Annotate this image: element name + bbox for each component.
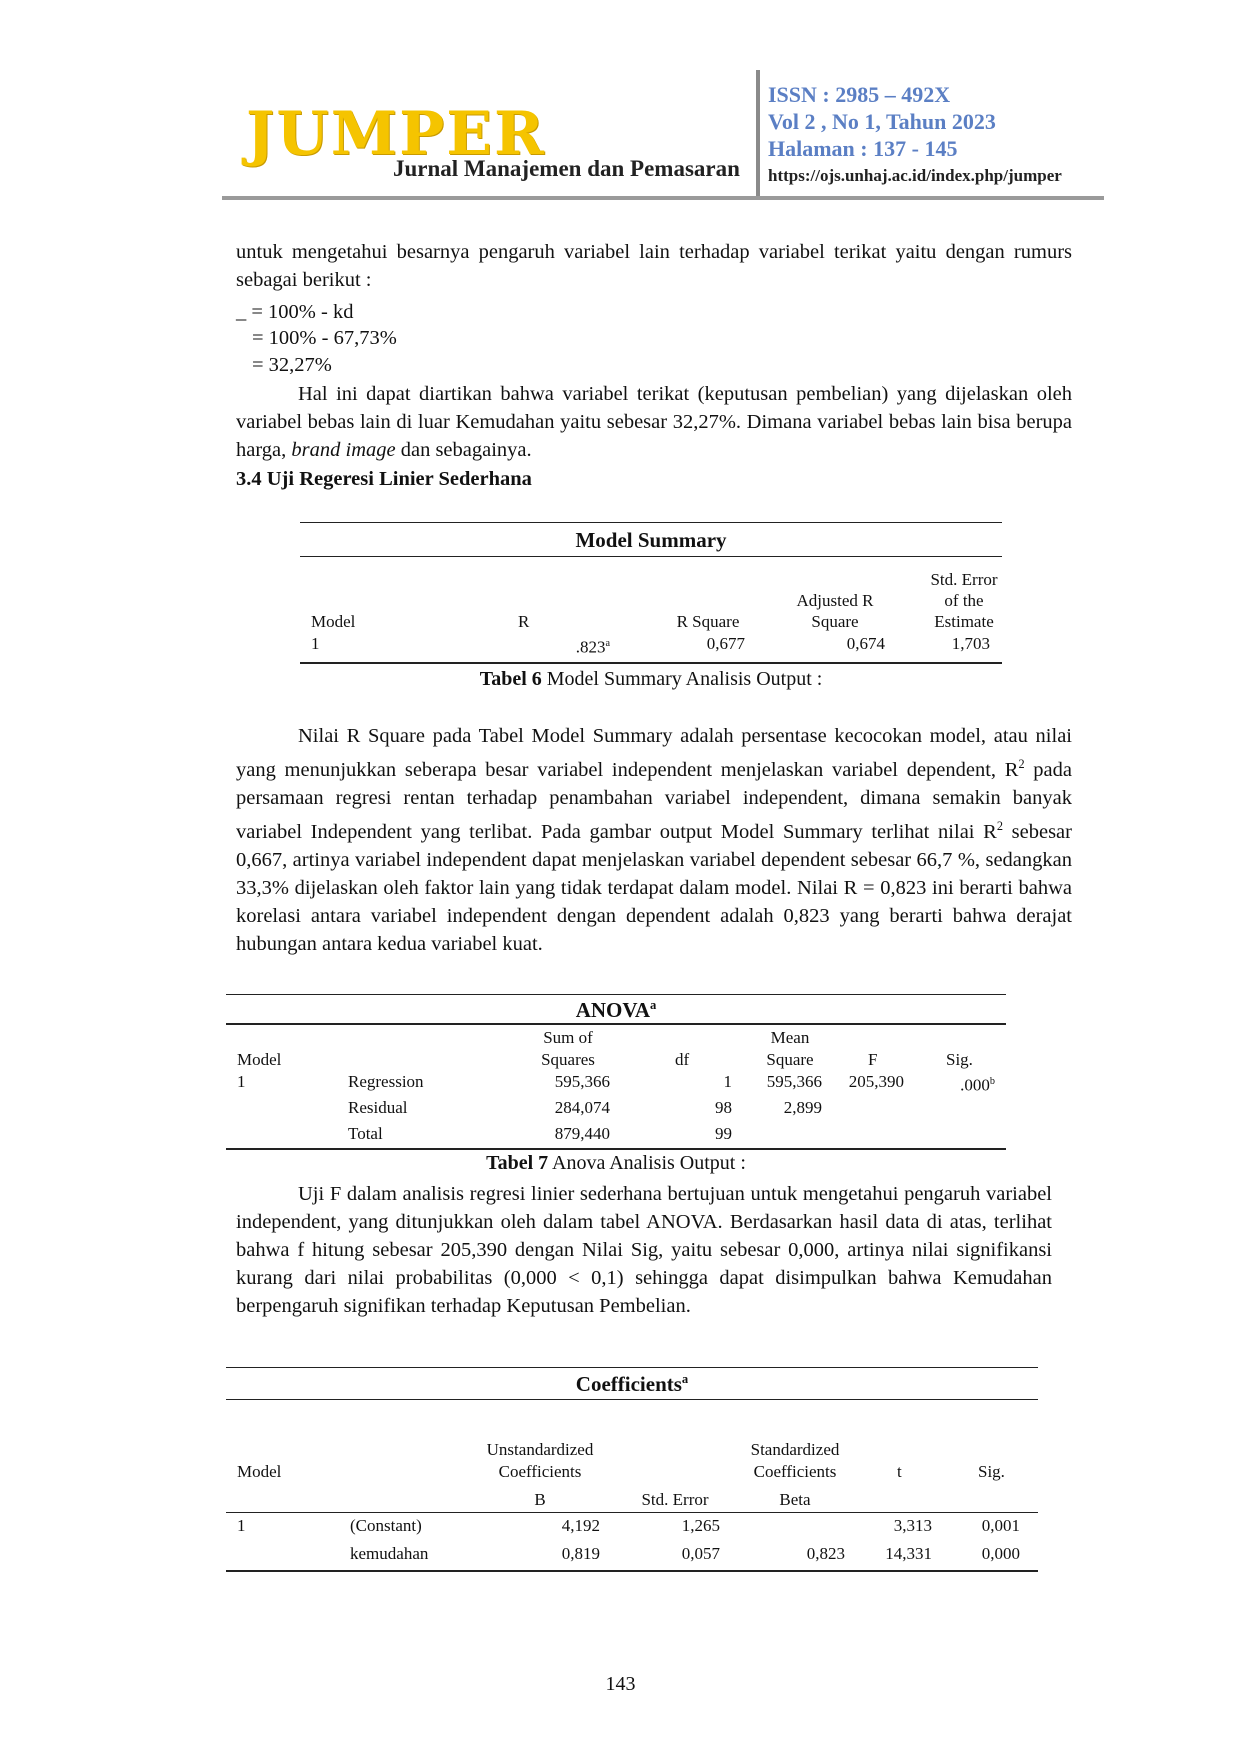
journal-name: Jurnal Manajemen dan Pemasaran: [393, 156, 740, 181]
header-rule: [222, 196, 1104, 200]
formula-line-2: = 100% - 67,73%: [252, 327, 397, 349]
table-row: Residual: [348, 1098, 408, 1117]
anova-title: ANOVA$^a$: [575, 998, 657, 1022]
table-6-caption: Tabel 6 Model Summary Analisis Output :: [479, 668, 823, 690]
journal-logo: JUMPER: [246, 99, 546, 169]
journal-url[interactable]: https://ojs.unhaj.ac.id/index.php/jumper: [768, 166, 1062, 185]
coefficients-model-number: 1: [237, 1516, 246, 1535]
model-summary-std-err: 1,703: [951, 634, 990, 653]
formula-line-3: = 32,27%: [252, 354, 332, 376]
model-summary-model: 1: [311, 634, 320, 653]
model-summary-r-square: 0,677: [706, 634, 745, 653]
section-title: 3.4 Uji Regeresi Linier Sederhana: [236, 468, 532, 490]
model-summary-title: Model Summary: [575, 528, 727, 552]
interpretation-paragraph: Hal ini dapat diartikan bahwa variabel terikat (keputusan pembelian) yang dijelaskan oleh variabel bebas lain di luar Kemudahan yaitu sebesar 32,27%. Dimana variabel bebas lain bisa berupa harga, brand image dan sebagainya.: [236, 383, 1072, 461]
model-summary-adj-r: 0,674: [846, 634, 885, 653]
table-row: Regression: [348, 1072, 424, 1091]
formula-line-1: _ = 100% - kd: [236, 301, 354, 323]
table-row: kemudahan: [350, 1544, 429, 1563]
model-summary-r: .823$^a$: [575, 637, 610, 657]
page-range: Halaman : 137 - 145: [768, 136, 958, 161]
f-test-paragraph: Uji F dalam analisis regresi linier sederhana bertujuan untuk mengetahui pengaruh variabel independent, yang ditunjukkan oleh dalam tabel ANOVA. Berdasarkan hasil data di atas, terlihat bahwa f hitung sebesar 205,390 dengan Nilai Sig, yaitu sebesar 0,000, artinya nilai signifikansi kurang dari nilai probabilitas (0,000 < 0,1) sehingga dapat disimpulkan bahwa Kemudahan berpengaruh signifikan terhadap Keputusan Pembelian.: [236, 1183, 1052, 1317]
page-number: 143: [605, 1673, 636, 1695]
table-row: (Constant): [350, 1516, 422, 1535]
issn: ISSN : 2985 – 492X: [768, 82, 951, 107]
intro-text: untuk mengetahui besarnya pengaruh variabel lain terhadap variabel terikat yaitu dengan rumurs sebagai berikut :: [236, 241, 1072, 291]
coefficients-title: Coefficients$^a$: [575, 1372, 689, 1396]
table-row: Total: [348, 1124, 383, 1143]
header-divider: [756, 70, 760, 198]
table-7-caption: Tabel 7 Anova Analisis Output :: [486, 1152, 746, 1174]
volume-info: Vol 2 , No 1, Tahun 2023: [768, 109, 996, 134]
anova-model-number: 1: [237, 1072, 246, 1091]
r-square-paragraph: Nilai R Square pada Tabel Model Summary adalah persentase kecocokan model, atau nilai yang menunjukkan seberapa besar variabel independent menjelaskan variabel dependent, $R^2$ pada persamaan regresi rentan terhadap penambahan variabel independent, dimana semakin banyak variabel Independent yang terlibat. Pada gambar output Model Summary terlihat nilai $R^2$ sebesar 0,667, artinya variabel independent dapat menjelaskan variabel dependent sebesar 66,7 %, sedangkan 33,3% dijelaskan oleh faktor lain yang tidak terdapat dalam model. Nilai R = 0,823 ini berarti bahwa korelasi antara variabel independent dengan dependent adalah 0,823 yang berarti bahwa derajat hubungan antara kedua variabel kuat.: [236, 725, 1072, 955]
